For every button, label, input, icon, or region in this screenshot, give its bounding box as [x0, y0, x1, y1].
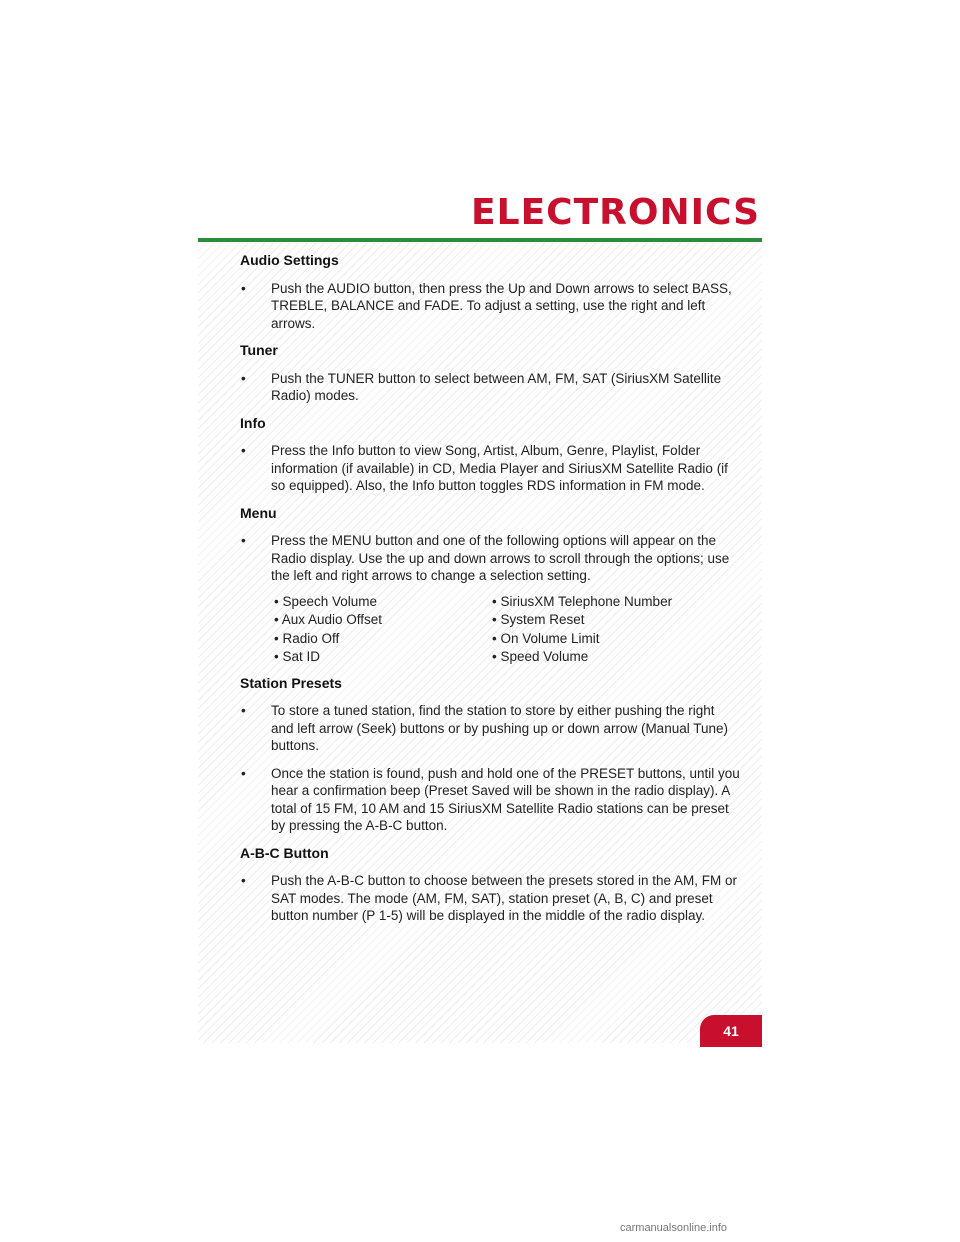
- menu-option: • On Volume Limit: [492, 630, 600, 646]
- section-title: ELECTRONICS: [471, 192, 760, 233]
- footer-watermark: carmanualsonline.info: [620, 1222, 728, 1234]
- bullet-audio-settings: • Push the AUDIO button, then press the Up and Down arrows to select BASS, TREBLE, BALANCE and FADE. To adjust a setting, use the right and left arrows.: [241, 280, 732, 331]
- bullet-menu: • Press the MENU button and one of the following options will appear on the Radio display. Use the up and down arrows to scroll through the options; use the left and right arrows to change a selection setting.: [241, 533, 730, 583]
- header-rule: [198, 238, 762, 242]
- bullet-abc-button: • Push the A-B-C button to choose between the presets stored in the AM, FM or SAT modes. The mode (AM, FM, SAT), station preset (A, B, C) and preset button number (P 1-5) will be displayed in the middle of the radio display.: [241, 873, 738, 923]
- menu-option: • Speed Volume: [492, 649, 589, 664]
- bullet-station-presets-hold: • Once the station is found, push and hold one of the PRESET buttons, until you hear a confirmation beep (Preset Saved will be shown in the radio display). A total of 15 FM, 10 AM and 15 SiriusXM Satellite Radio stations can be preset by pressing the A-B-C button.: [241, 765, 740, 833]
- menu-option: • Speech Volume: [274, 593, 378, 609]
- heading-menu: Menu: [240, 504, 277, 521]
- heading-audio-settings: Audio Settings: [240, 252, 339, 268]
- page-number-tab: 41: [700, 1015, 762, 1047]
- menu-option: • Aux Audio Offset: [274, 612, 383, 627]
- heading-tuner: Tuner: [240, 342, 278, 358]
- menu-option: • Radio Off: [274, 630, 340, 646]
- page-content: [240, 252, 740, 935]
- menu-options-list: [274, 593, 740, 666]
- bullet-station-presets-store: • To store a tuned station, find the station to store by either pushing the right and left arrow (Seek) buttons or by pushing up or down arrow (Manual Tune) buttons.: [241, 703, 728, 753]
- menu-option: • Sat ID: [274, 649, 320, 664]
- heading-abc-button: A-B-C Button: [240, 844, 329, 861]
- menu-option: • System Reset: [492, 612, 585, 627]
- menu-option: • SiriusXM Telephone Number: [492, 593, 673, 609]
- bullet-tuner: • Push the TUNER button to select between AM, FM, SAT (SiriusXM Satellite Radio) modes.: [241, 370, 722, 403]
- heading-station-presets: Station Presets: [240, 674, 342, 691]
- bullet-info: • Press the Info button to view Song, Artist, Album, Genre, Playlist, Folder information (if available) in CD, Media Player and SiriusXM Satellite Radio (if so equipped). Also, the Info button toggles RDS information in FM mode.: [241, 443, 728, 493]
- heading-info: Info: [240, 414, 266, 431]
